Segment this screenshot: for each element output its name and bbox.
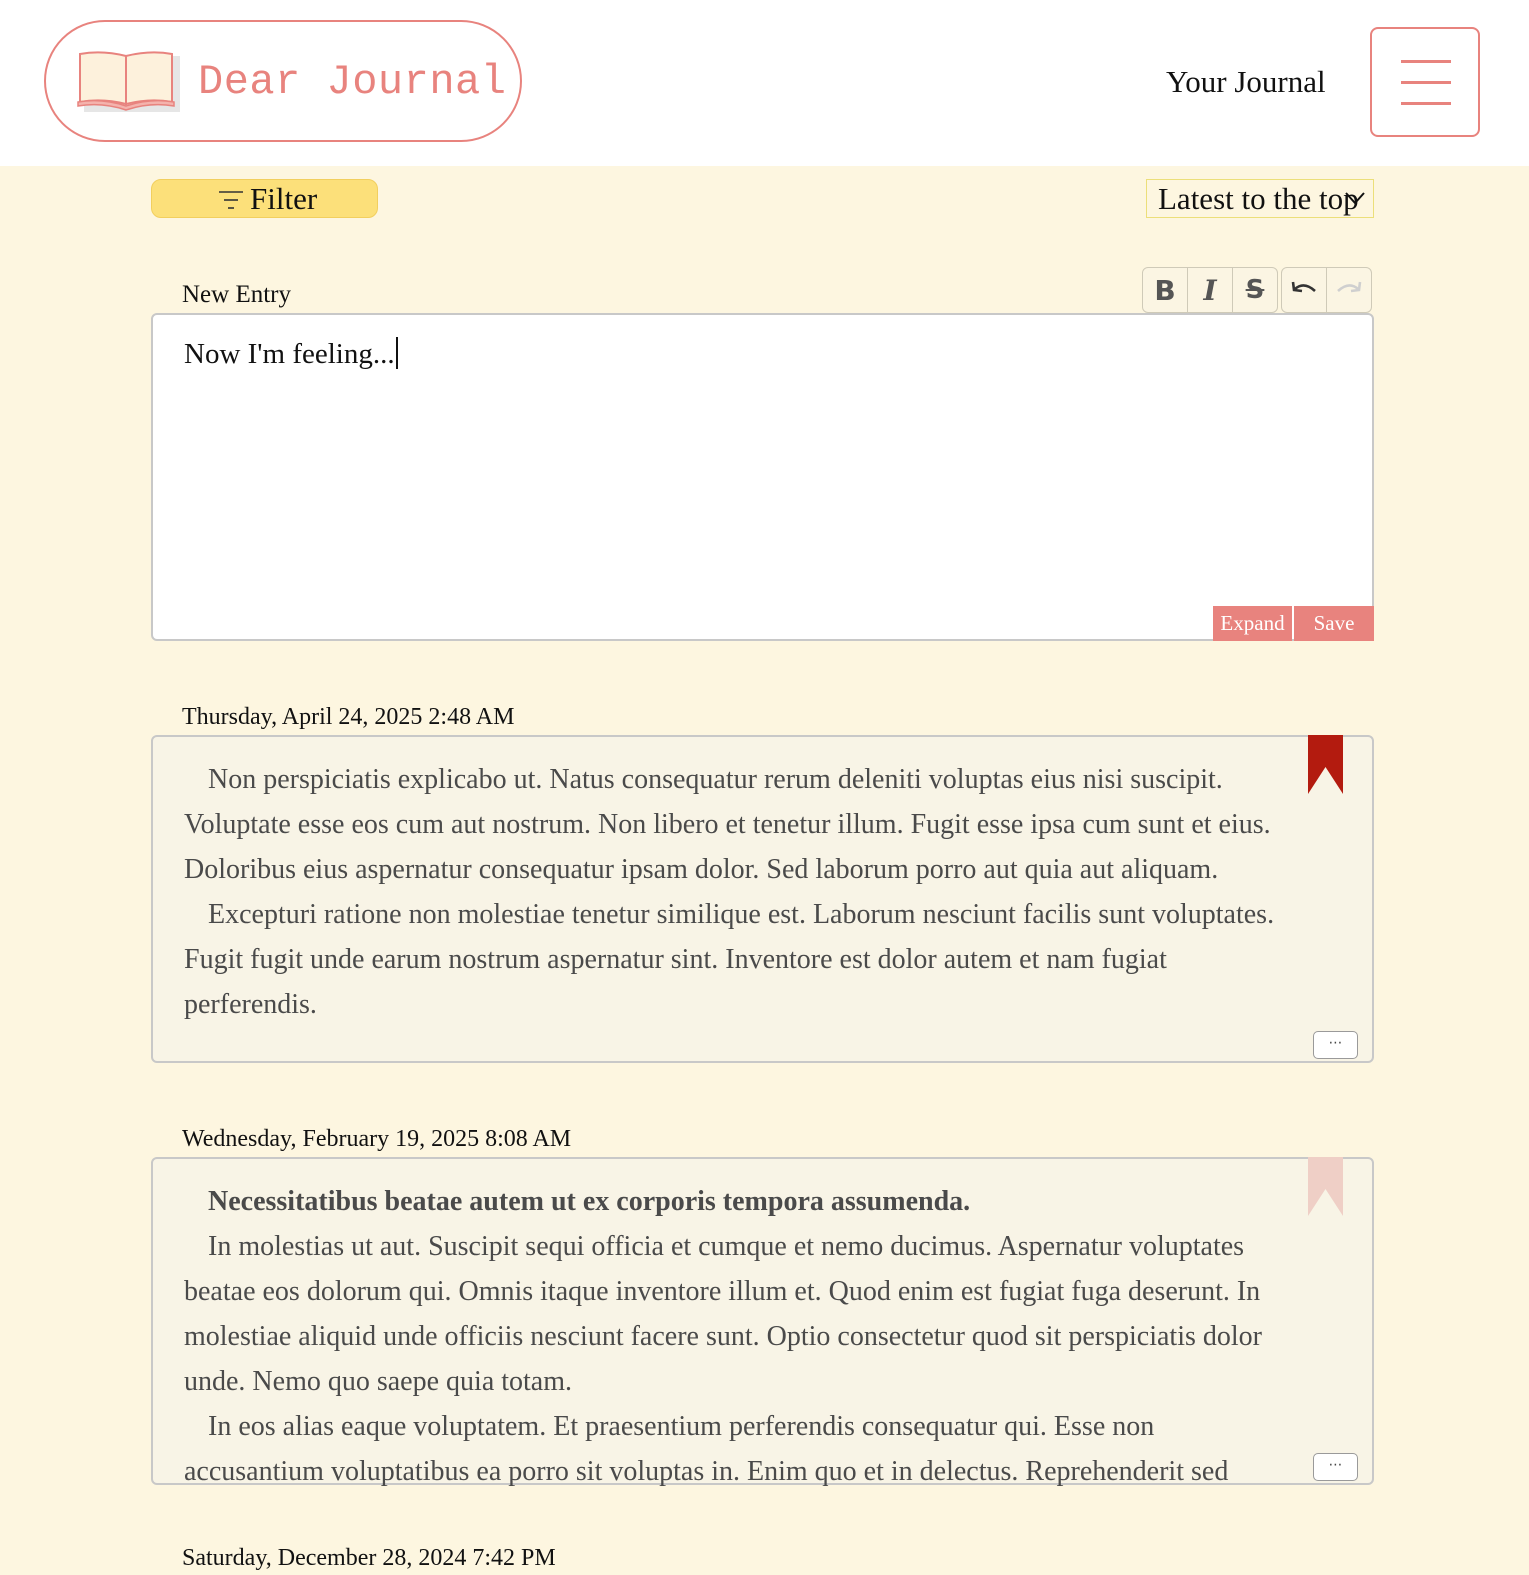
open-book-icon (76, 50, 184, 114)
chevron-down-icon (1344, 190, 1366, 206)
bookmark-icon[interactable] (1308, 735, 1343, 795)
entry-paragraph: Excepturi ratione non molestiae tenetur similique est. Laborum nesciunt facilis sunt voluptates. Fugit fugit unde earum nostrum aspernatur sint. Inventore est dolor autem et nam fugiat perferendis. (184, 899, 1275, 1020)
sort-order-value: Latest to the top (1158, 181, 1359, 216)
entry-date: Wednesday, February 19, 2025 8:08 AM (182, 1126, 572, 1152)
undo-icon (1289, 279, 1319, 301)
editor-text-content: Now I'm feeling... (184, 338, 395, 370)
text-caret (396, 337, 398, 369)
editor-toolbar (1142, 267, 1373, 315)
strikethrough-icon: S (1245, 275, 1265, 305)
sort-order-select[interactable] (1146, 179, 1374, 218)
strikethrough-button[interactable] (1232, 267, 1278, 313)
italic-icon: I (1203, 273, 1217, 307)
more-options-button[interactable]: ⋯ (1313, 1031, 1358, 1059)
new-entry-label: New Entry (182, 281, 291, 308)
entry-body (184, 757, 1299, 1027)
journal-entry[interactable] (151, 735, 1374, 1063)
entry-paragraph: In molestias ut aut. Suscipit sequi officia et cumque et nemo ducimus. Aspernatur voluptates beatae eos dolorum qui. Omnis itaque inventore illum et. Quod enim est fugiat fuga deserunt. In molestiae aliquid unde officiis nesciunt facere sunt. Optio consectetur quod sit perspiciatis dolor unde. Nemo quo saepe quia totam. (184, 1231, 1262, 1397)
filter-label: Filter (250, 181, 318, 216)
save-button[interactable]: Save (1294, 606, 1374, 641)
redo-icon (1334, 279, 1364, 301)
hamburger-bar (1401, 102, 1451, 105)
entry-paragraph: In eos alias eaque voluptatem. Et praesentium perferendis consequatur qui. Esse non accusantium voluptatibus ea porro sit voluptas in. Enim quo et in delectus. Reprehenderit sed (184, 1411, 1229, 1487)
hamburger-bar (1401, 81, 1451, 84)
journal-entry[interactable] (151, 1157, 1374, 1485)
bookmark-icon[interactable] (1308, 1157, 1343, 1217)
hamburger-menu-icon (1401, 60, 1451, 63)
bold-icon: B (1154, 273, 1176, 307)
expand-button[interactable]: Expand (1213, 606, 1292, 641)
menu-button[interactable] (1370, 27, 1480, 137)
more-options-button[interactable]: ⋯ (1313, 1453, 1358, 1481)
undo-button[interactable] (1281, 267, 1327, 313)
header (0, 0, 1529, 166)
brand-name: Dear Journal (198, 58, 507, 106)
filter-icon (218, 189, 244, 211)
entry-date: Saturday, December 28, 2024 7:42 PM (182, 1545, 556, 1571)
entry-paragraph: Non perspiciatis explicabo ut. Natus consequatur rerum deleniti voluptas eius nisi suscipit. Voluptate esse eos cum aut nostrum. Non libero et tenetur illum. Fugit esse ipsa cum sunt et eius. Doloribus eius aspernatur consequatur ipsam dolor. Sed laborum porro aut quia aut aliquam. (184, 764, 1271, 885)
bold-button[interactable] (1142, 267, 1188, 313)
redo-button[interactable] (1326, 267, 1372, 313)
new-entry-editor[interactable] (151, 313, 1374, 641)
editor-text[interactable] (184, 337, 398, 371)
italic-button[interactable] (1187, 267, 1233, 313)
entry-body (184, 1179, 1299, 1494)
entry-date: Thursday, April 24, 2025 2:48 AM (182, 704, 515, 730)
filter-button[interactable] (151, 179, 378, 218)
your-journal-link[interactable]: Your Journal (1166, 64, 1326, 99)
entry-heading: Necessitatibus beatae autem ut ex corporis tempora assumenda. (208, 1186, 971, 1217)
brand-logo-link[interactable] (44, 20, 522, 142)
